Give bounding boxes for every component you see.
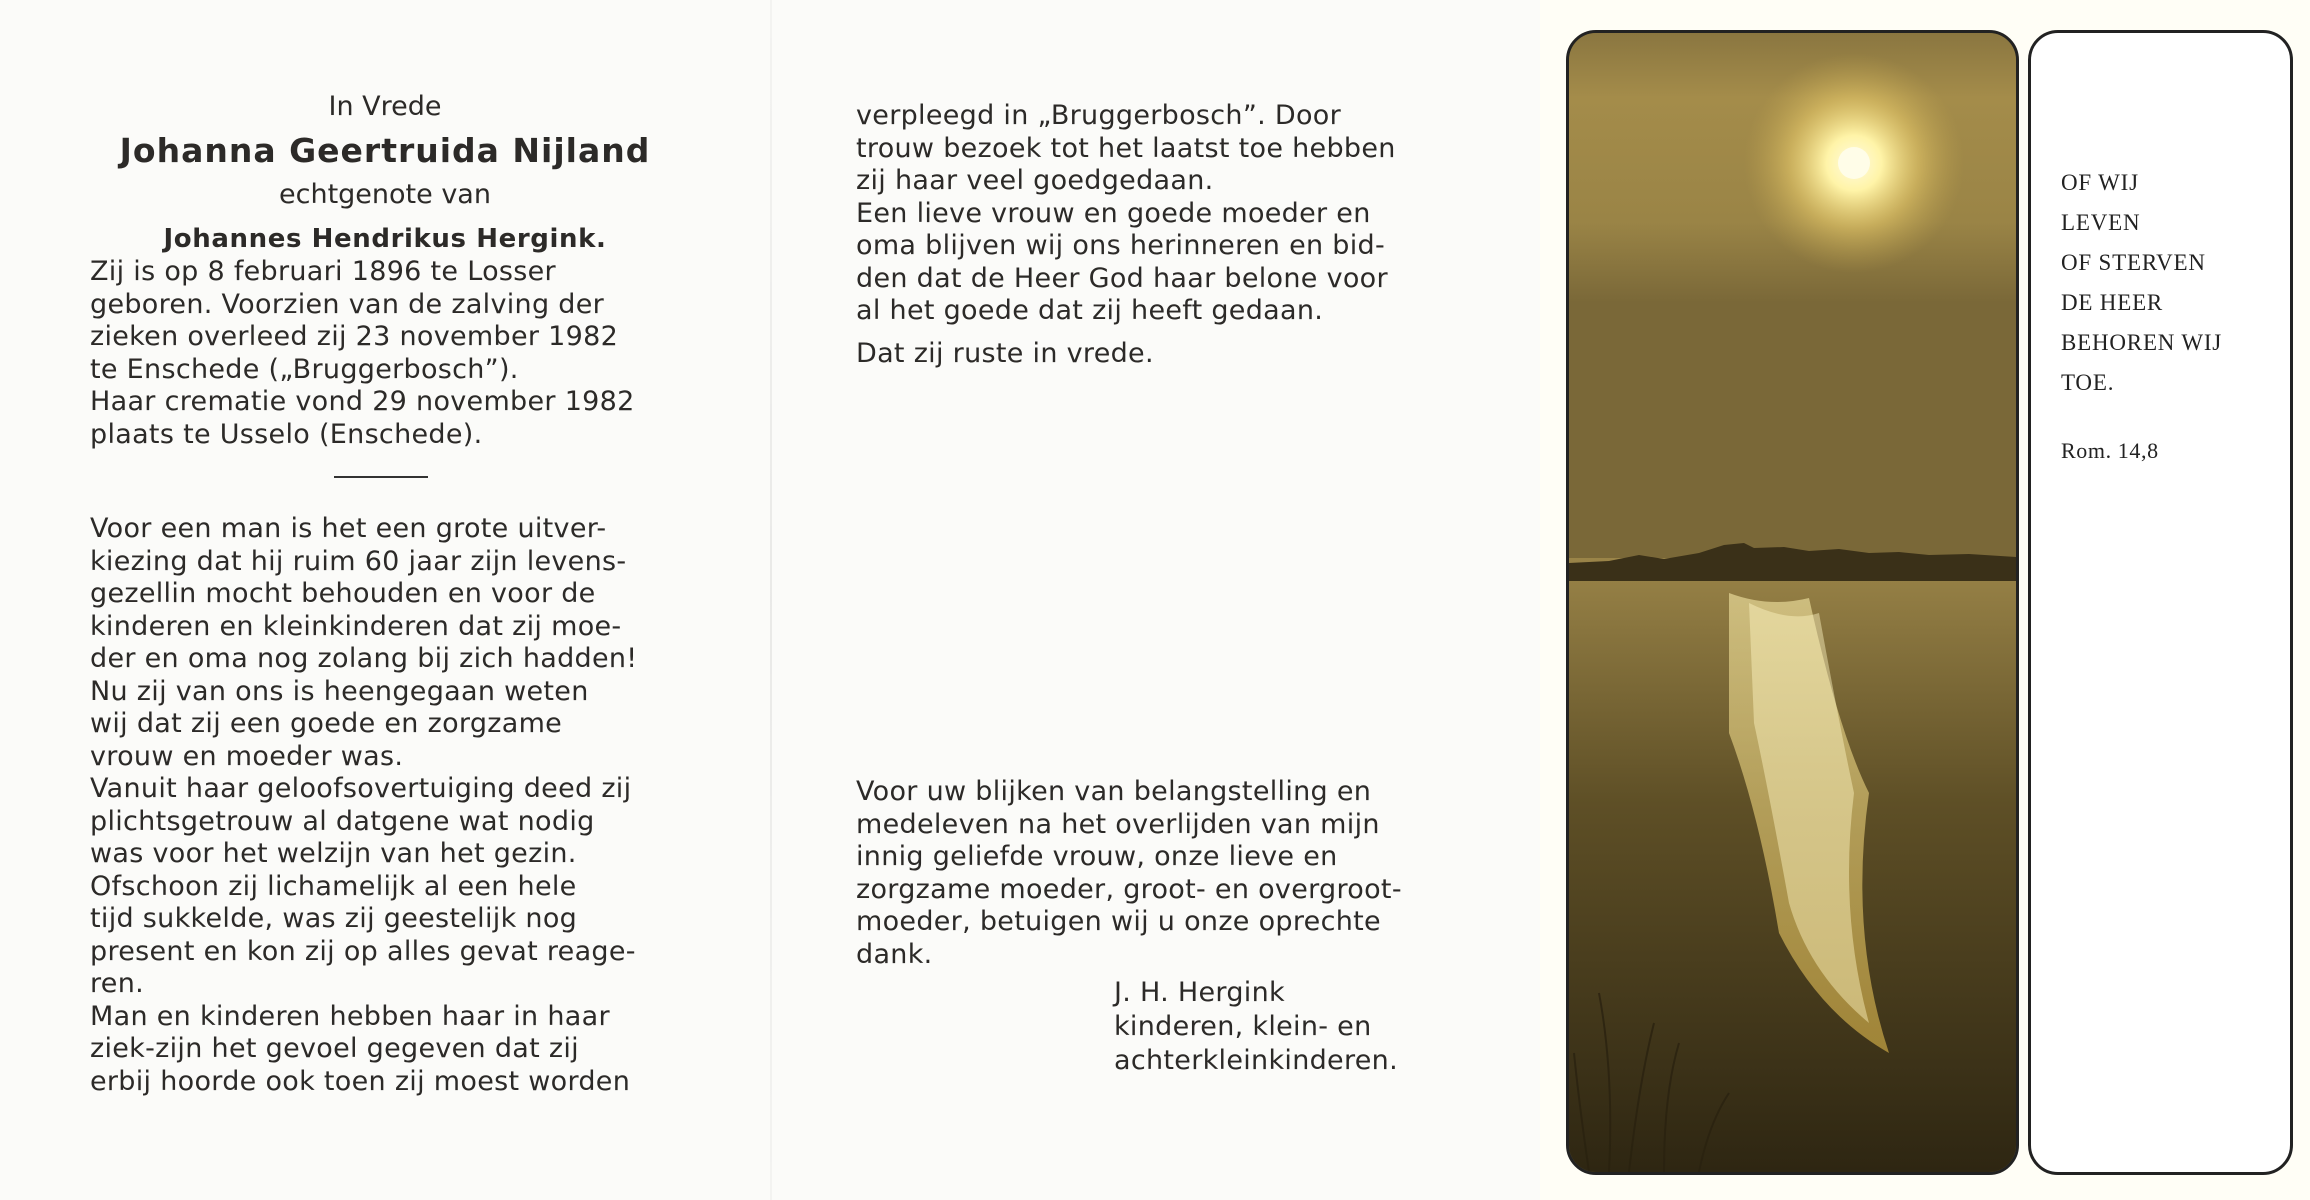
verse-line: TOE.	[2061, 370, 2115, 395]
continuation-line: den dat de Heer God haar belone voor	[856, 262, 1388, 294]
biography-line: zieken overleed zij 23 november 1982	[90, 321, 619, 352]
biography-line: te Enschede („Bruggerbosch”).	[90, 353, 519, 385]
thanks	[856, 776, 1440, 971]
thanks-line: Voor uw blijken van belangstelling en	[856, 776, 1372, 807]
verse-reference: Rom. 14,8	[2061, 438, 2159, 463]
signature-name: J. H. Hergink	[1114, 977, 1285, 1008]
husband-name: Johannes Hendrikus Hergink.	[163, 224, 607, 254]
header	[90, 85, 680, 261]
signature	[1114, 976, 1398, 1078]
divider-rule	[334, 476, 428, 478]
continuation-line: Een lieve vrouw en goede moeder en	[856, 197, 1371, 229]
tribute-line: der en oma nog zolang bij zich hadden!	[90, 643, 638, 674]
tribute-line: was voor het welzijn van het gezin.	[90, 838, 577, 869]
sunset-photo	[1566, 30, 2019, 1175]
header-intro: In Vrede	[328, 91, 442, 122]
verse-line: LEVEN	[2061, 210, 2141, 235]
tribute-line: plichtsgetrouw al datgene wat nodig	[90, 805, 595, 837]
sunset-over-water-image	[1569, 33, 2016, 1172]
verse-card	[2028, 30, 2293, 1175]
continuation-line: oma blijven wij ons herinneren en bid-	[856, 230, 1386, 261]
continuation-line: zij haar veel goedgedaan.	[856, 165, 1214, 196]
biography-line: geboren. Voorzien van de zalving der	[90, 288, 605, 320]
biography	[90, 256, 672, 451]
thanks-line: moeder, betuigen wij u onze oprechte	[856, 906, 1381, 937]
bible-verse	[2061, 163, 2222, 403]
thanks-line: dank.	[856, 938, 933, 970]
continuation	[856, 100, 1440, 370]
verse-line: BEHOREN WIJ	[2061, 330, 2223, 355]
left-panel	[0, 0, 770, 1200]
tribute-line: Man en kinderen hebben haar in haar	[90, 1000, 610, 1032]
tribute-line: tijd sukkelde, was zij geestelijk nog	[90, 903, 578, 934]
signature-line: kinderen, klein- en	[1114, 1011, 1372, 1042]
tribute-line: kinderen en kleinkinderen dat zij moe-	[90, 610, 622, 642]
tribute-line: vrouw en moeder was.	[90, 740, 404, 772]
tribute-line: Voor een man is het een grote uitver-	[90, 513, 607, 544]
tribute-line: ren.	[90, 968, 145, 999]
tribute-line: Nu zij van ons is heengegaan weten	[90, 675, 589, 707]
rest-line: Dat zij ruste in vrede.	[856, 337, 1154, 369]
tribute-line: wij dat zij een goede en zorgzame	[90, 708, 563, 739]
tribute-line: Ofschoon zij lichamelijk al een hele	[90, 870, 577, 902]
tribute-line: present en kon zij op alles gevat reage-	[90, 935, 636, 967]
continuation-line: trouw bezoek tot het laatst toe hebben	[856, 132, 1396, 164]
continuation-line: al het goede dat zij heeft gedaan.	[856, 295, 1324, 326]
tribute-line: ziek-zijn het gevoel gegeven dat zij	[90, 1033, 579, 1064]
signature-line: achterkleinkinderen.	[1114, 1045, 1398, 1076]
deceased-name: Johanna Geertruida Nijland	[119, 131, 651, 170]
tribute-line: gezellin mocht behouden en voor de	[90, 578, 596, 609]
tribute	[90, 513, 672, 1098]
thanks-line: zorgzame moeder, groot- en overgroot-	[856, 873, 1402, 905]
verse-line: OF WIJ	[2061, 170, 2139, 195]
thanks-line: medeleven na het overlijden van mijn	[856, 808, 1380, 840]
tribute-line: erbij hoorde ook toen zij moest worden	[90, 1065, 631, 1097]
verse-line: OF STERVEN	[2061, 250, 2206, 275]
biography-line: Haar crematie vond 29 november 1982	[90, 386, 635, 417]
biography-line: plaats te Usselo (Enschede).	[90, 418, 483, 450]
biography-line: Zij is op 8 februari 1896 te Losser	[90, 256, 556, 287]
continuation-line: verpleegd in „Bruggerbosch”. Door	[856, 100, 1342, 131]
tribute-line: Vanuit haar geloofsovertuiging deed zij	[90, 773, 632, 804]
tribute-line: kiezing dat hij ruim 60 jaar zijn levens-	[90, 545, 627, 577]
thanks-line: innig geliefde vrouw, onze lieve en	[856, 841, 1338, 872]
header-relation: echtgenote van	[279, 179, 491, 210]
verse-line: DE HEER	[2061, 290, 2164, 315]
